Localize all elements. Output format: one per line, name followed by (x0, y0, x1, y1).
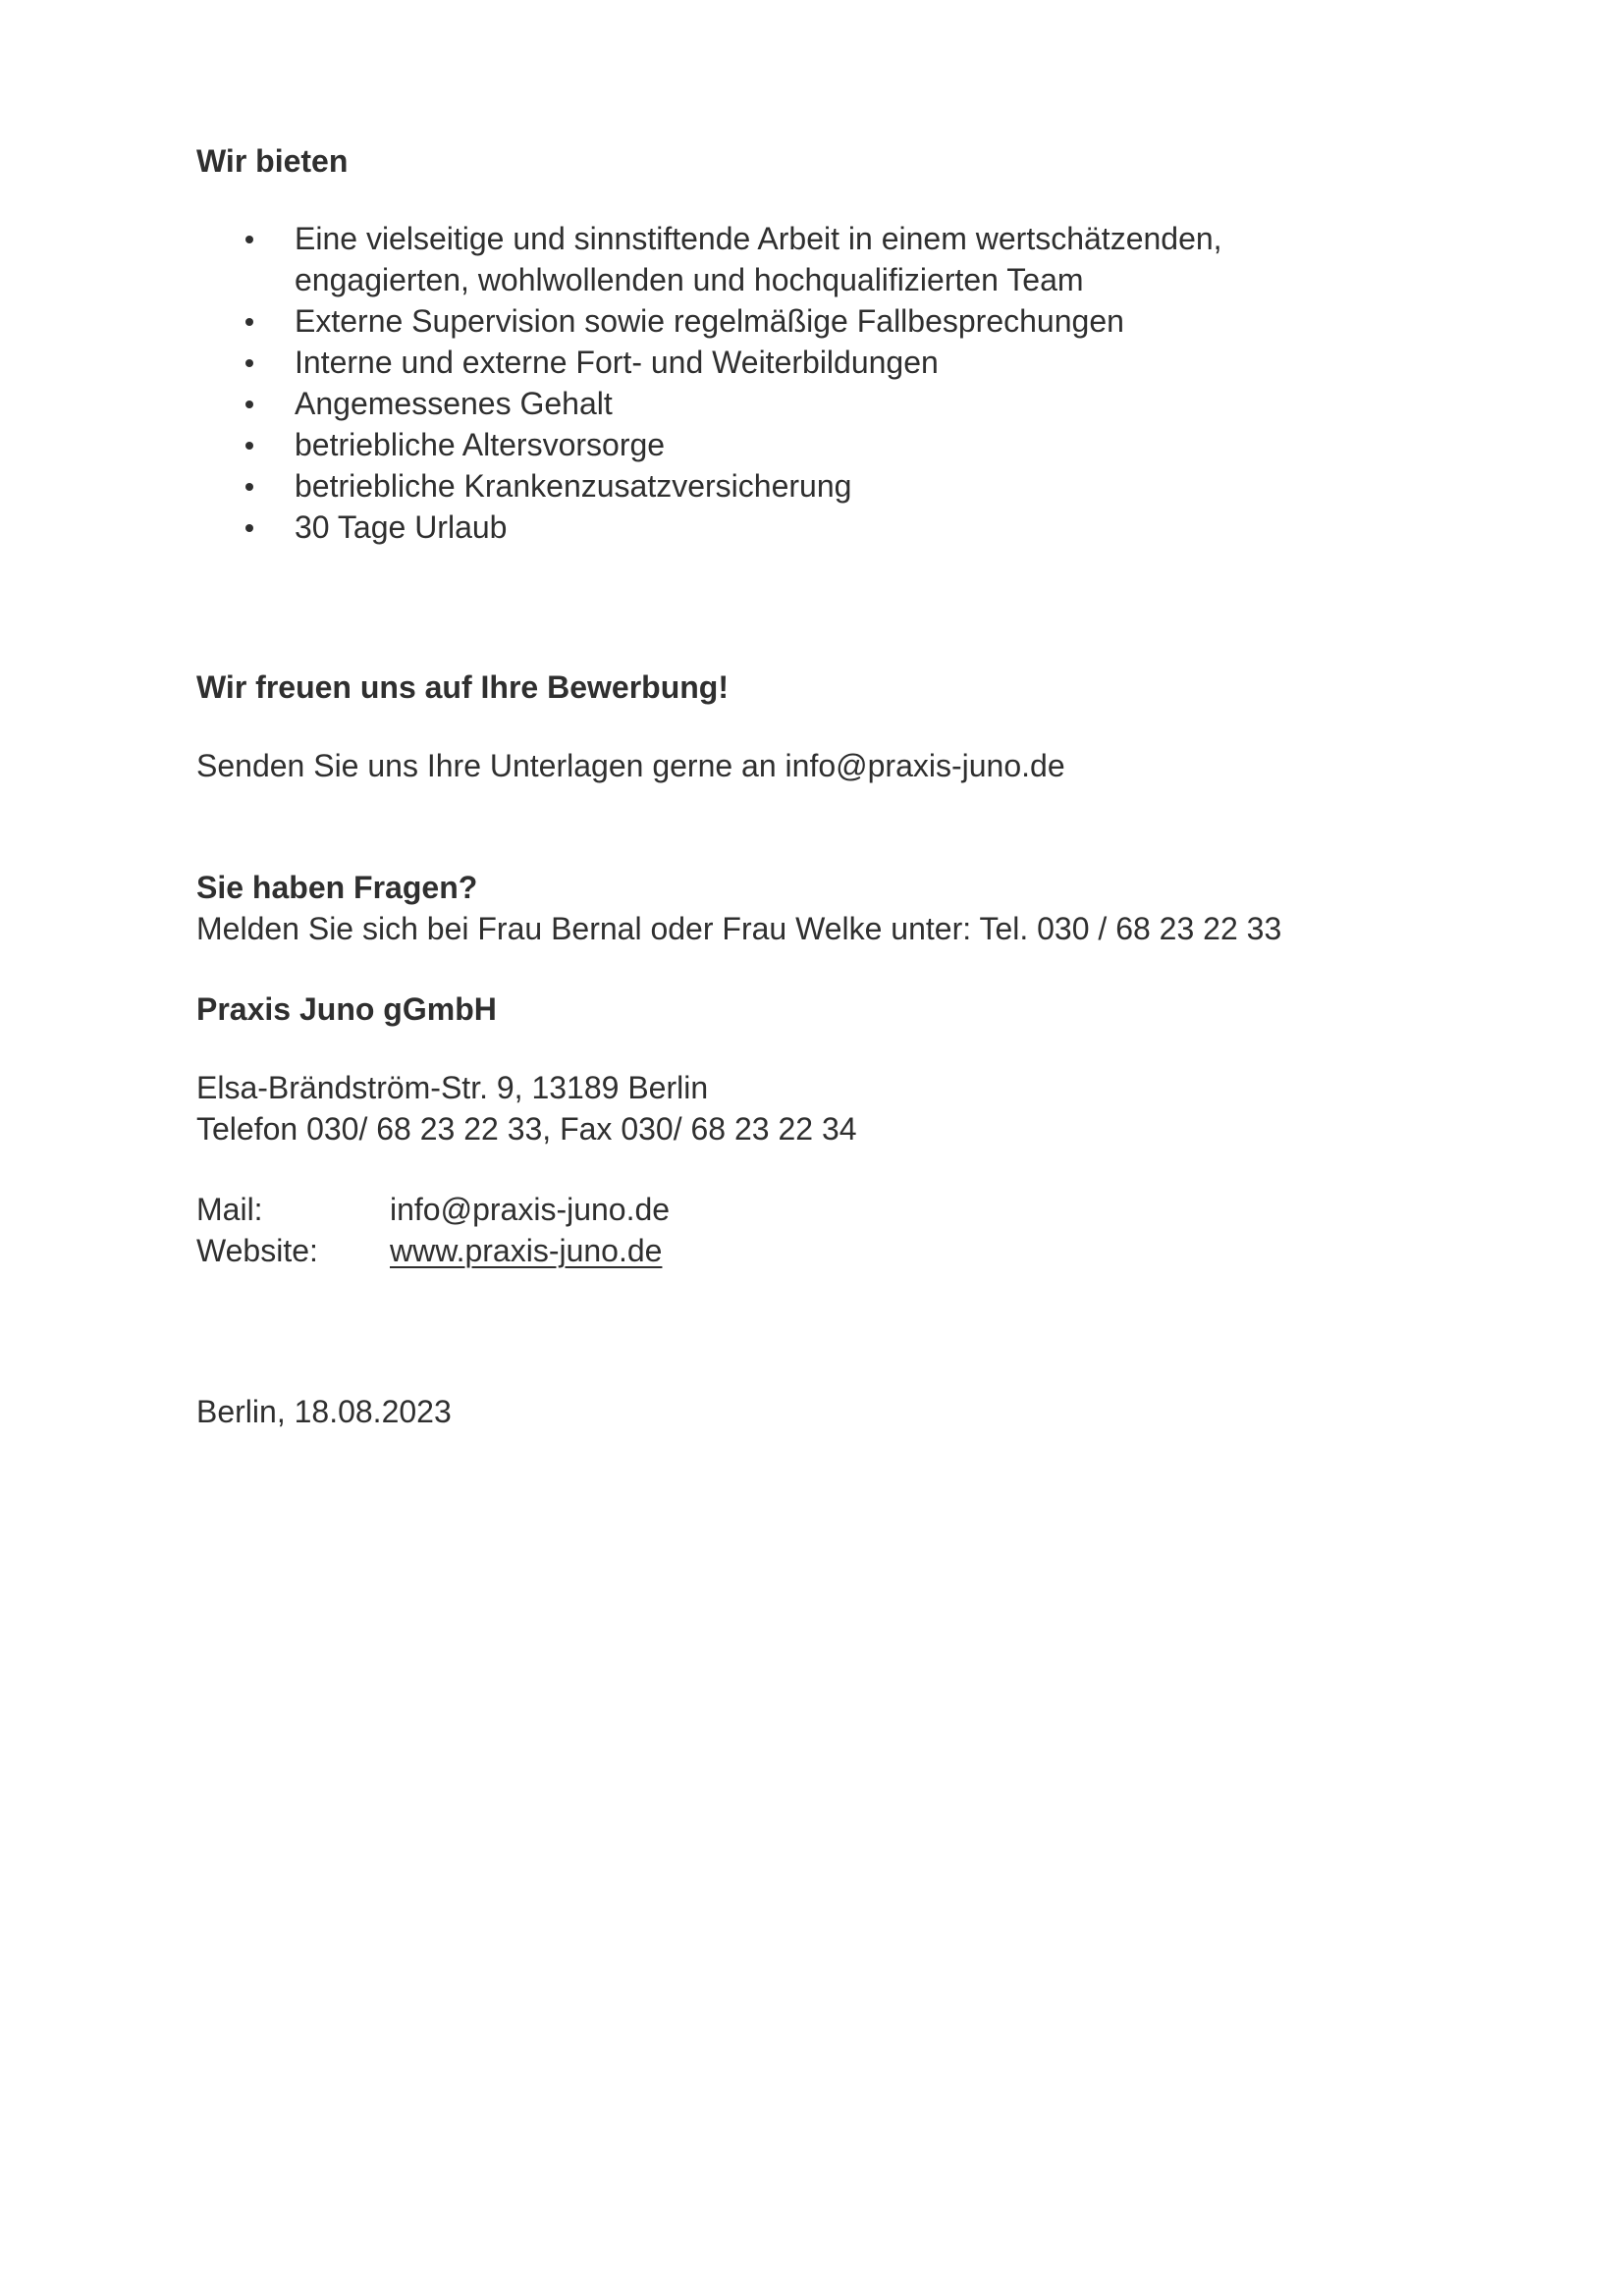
bullet-icon (245, 524, 253, 532)
bullet-icon (245, 442, 253, 450)
list-item-text: Eine vielseitige und sinnstiftende Arbeit in einem wertschätzenden, (295, 221, 1222, 256)
bullet-icon (245, 400, 253, 408)
company-address: Elsa-Brändström-Str. 9, 13189 Berlin (196, 1070, 709, 1105)
questions-text: Melden Sie sich bei Frau Bernal oder Frau Welke unter: Tel. 030 / 68 23 22 33 (196, 911, 1282, 946)
company-phone-fax: Telefon 030/ 68 23 22 33, Fax 030/ 68 23 22 34 (196, 1111, 857, 1147)
list-item-text: betriebliche Altersvorsorge (295, 427, 666, 462)
bullet-icon (245, 359, 253, 367)
website-label: Website: (196, 1233, 318, 1268)
mail-value: info@praxis-juno.de (390, 1192, 671, 1227)
offer-heading: Wir bieten (196, 143, 349, 179)
application-text: Senden Sie uns Ihre Unterlagen gerne an info@praxis-juno.de (196, 748, 1065, 783)
application-heading: Wir freuen uns auf Ihre Bewerbung! (196, 669, 729, 705)
mail-label: Mail: (196, 1192, 263, 1227)
bullet-icon (245, 236, 253, 243)
company-name: Praxis Juno gGmbH (196, 991, 497, 1027)
list-item-text: Interne und externe Fort- und Weiterbildungen (295, 345, 939, 380)
questions-heading: Sie haben Fragen? (196, 870, 478, 905)
place-date: Berlin, 18.08.2023 (196, 1394, 452, 1429)
list-item-text: Angemessenes Gehalt (295, 386, 613, 421)
list-item-text: engagierten, wohlwollenden und hochqualifizierten Team (295, 262, 1084, 297)
website-link[interactable]: www.praxis-juno.de (390, 1233, 663, 1268)
list-item-text: Externe Supervision sowie regelmäßige Fallbesprechungen (295, 303, 1124, 339)
list-item-text: betriebliche Krankenzusatzversicherung (295, 468, 852, 504)
bullet-icon (245, 318, 253, 326)
list-item-text: 30 Tage Urlaub (295, 509, 508, 545)
bullet-icon (245, 483, 253, 491)
